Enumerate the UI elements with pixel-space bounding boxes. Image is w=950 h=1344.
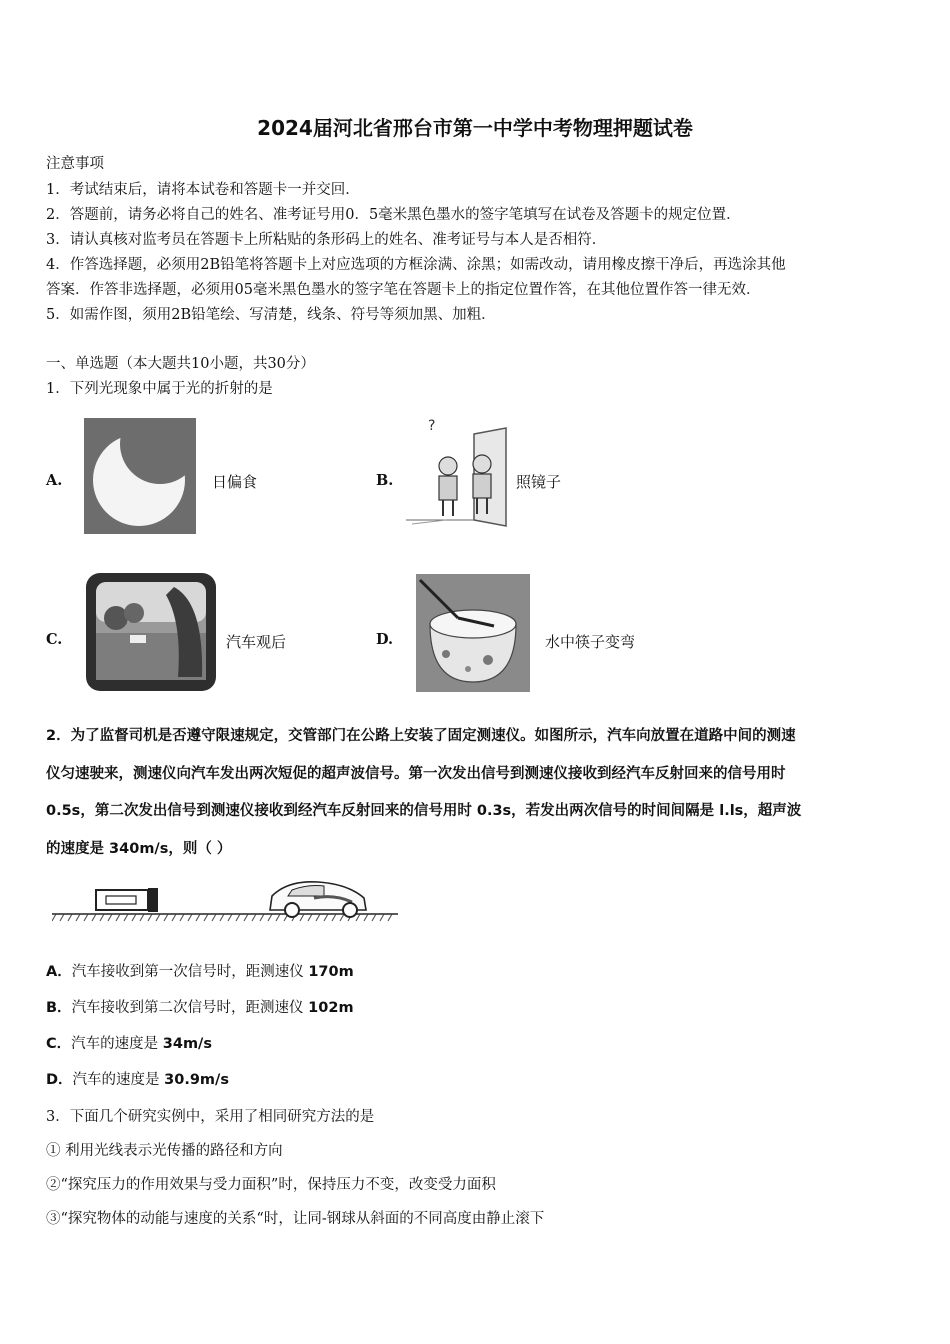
- q1-option-d-letter: D.: [376, 631, 394, 648]
- q3-item: ① 利用光线表示光传播的路径和方向: [46, 1143, 283, 1159]
- notice-item: 2．答题前，请务必将自己的姓名、准考证号用0．5毫米黑色墨水的签字笔填写在试卷及答题卡的规定位置．: [46, 207, 741, 223]
- notice-heading: 注意事项: [46, 156, 104, 172]
- chopstick-bowl-image: [416, 574, 530, 692]
- notice-item: 4．作答选择题，必须用2B铅笔将答题卡上对应选项的方框涂满、涂黑；如需改动，请用橡皮擦干净后，再选涂其他: [46, 257, 786, 273]
- rearview-mirror-image: [86, 573, 216, 691]
- q2-option-c-letter: C．: [46, 1036, 72, 1052]
- notice-item: 答案．作答非选择题，必须用05毫米黑色墨水的签字笔在答题卡上的指定位置作答，在其他位置作答一律无效．: [46, 282, 761, 298]
- svg-text:?: ?: [428, 418, 436, 434]
- section-heading: 一、单选题（本大题共10小题，共30分）: [46, 356, 315, 372]
- q2-option-c: [46, 1032, 212, 1053]
- q2-option-d-value: 30.9m/s: [164, 1072, 229, 1088]
- q2-option-a-value: 170m: [308, 964, 354, 980]
- q1-option-b-caption: 照镜子: [516, 473, 562, 491]
- q2-stem: [46, 718, 908, 868]
- q1-option-b-letter: B.: [376, 472, 394, 489]
- q2-stem-line: 仪匀速驶来，测速仪向汽车发出两次短促的超声波信号。第一次发出信号到测速仪接收到经汽车反射回来的信号用时: [46, 765, 786, 782]
- q2-stem-line: 2．为了监督司机是否遵守限速规定，交管部门在公路上安装了固定测速仪。如图所示，汽车向放置在道路中间的测速: [46, 728, 796, 744]
- q2-option-b-value: 102m: [308, 1000, 354, 1016]
- q2-stem-line: 的速度是 340m/s，则（ ）: [46, 840, 232, 857]
- notice-item: 5．如需作图，须用2B铅笔绘、写清楚，线条、符号等须加黑、加粗．: [46, 307, 496, 323]
- page-title: 2024届河北省邢台市第一中学中考物理押题试卷: [257, 116, 693, 140]
- q2-option-a-text: 汽车接收到第一次信号时，距测速仪: [71, 964, 309, 980]
- q2-option-d-letter: D．: [46, 1072, 73, 1088]
- q3-item: ②“探究压力的作用效果与受力面积”时，保持压力不变，改变受力面积: [46, 1177, 496, 1193]
- q1-option-c-letter: C.: [46, 631, 63, 648]
- q2-option-b-text: 汽车接收到第二次信号时，距测速仪: [71, 1000, 309, 1016]
- notice-item: 1．考试结束后，请将本试卷和答题卡一并交回．: [46, 182, 360, 198]
- q1-option-d-caption: 水中筷子变弯: [545, 633, 636, 651]
- mirror-image: [406, 416, 510, 528]
- q3-stem: 3．下面几个研究实例中，采用了相同研究方法的是: [46, 1109, 375, 1125]
- q1-option-a-caption: 日偏食: [212, 473, 258, 491]
- q3-item: ③“探究物体的动能与速度的关系“时，让同-钢球从斜面的不同高度由静止滚下: [46, 1211, 545, 1227]
- notice-item: 3．请认真核对监考员在答题卡上所粘贴的条形码上的姓名、准考证号与本人是否相符．: [46, 232, 607, 248]
- q2-option-c-value: 34m/s: [162, 1036, 212, 1052]
- q2-option-d-text: 汽车的速度是: [72, 1072, 165, 1088]
- q1-stem: 1．下列光现象中属于光的折射的是: [46, 381, 273, 397]
- solar-eclipse-image: [84, 418, 196, 534]
- q2-stem-line: 0.5s，第二次发出信号到测速仪接收到经汽车反射回来的信号用时 0.3s，若发出两次信号的时间间隔是 l.ls，超声波: [46, 803, 802, 819]
- q2-option-a: [46, 960, 354, 981]
- q1-option-a-letter: A.: [46, 472, 63, 489]
- q2-option-d: [46, 1068, 229, 1089]
- q2-option-b: [46, 996, 354, 1017]
- q2-option-c-text: 汽车的速度是: [71, 1036, 163, 1052]
- q2-option-b-letter: B．: [46, 1000, 72, 1016]
- q1-option-c-caption: 汽车观后: [226, 633, 287, 651]
- speed-camera-diagram: [52, 874, 398, 924]
- q2-option-a-letter: A．: [46, 964, 72, 980]
